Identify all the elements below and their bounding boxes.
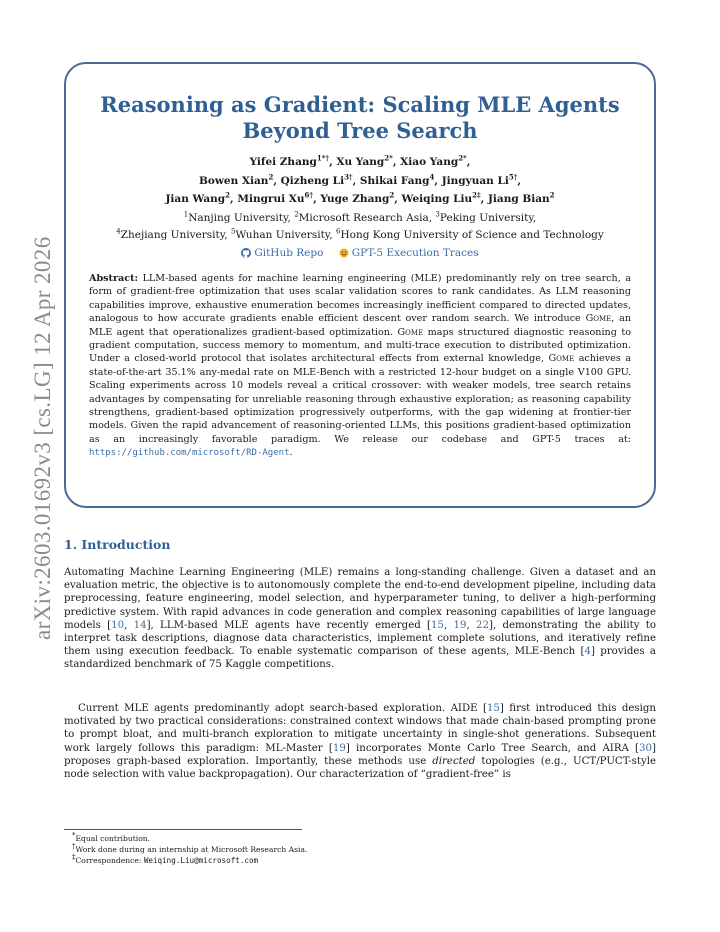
author-name: Yifei Zhang [249,156,317,168]
affiliation: Microsoft Research Asia [298,212,429,224]
emoji-icon [339,248,349,258]
emphasis-text: directed [432,755,476,767]
github-link-label: GitHub Repo [254,247,324,259]
footnote-3 [72,853,259,866]
author-mark: 2 [549,190,555,200]
author-name: Qizheng Li [280,175,345,187]
body-text: ] provides a standardized benchmark of 75 Kaggle competitions. [64,646,656,671]
author-mark: 2* [458,153,467,163]
citation-link[interactable]: 14 [133,619,147,631]
footnote-mark: † [72,842,76,851]
affiliations-line-1: $^1$Nanjing University, $^2$Microsoft Research Asia, $^3$Peking University, [183,210,537,224]
traces-link-label: GPT-5 Execution Traces [351,247,479,259]
body-text: ], LLM-based MLE agents have recently emerged [ [146,619,431,631]
affiliation: Wuhan University [235,229,330,241]
affiliation: Nanjing University [188,212,288,224]
author-name: Bowen Xian [198,175,269,187]
body-text: Automating Machine Learning Engineering (MLE) remains a long-standing challenge. Given a dataset and an evaluation metric, the objective is to autonomously complete the end-to-end development pipeline, including data preprocessing, feature engineering, model selection, and hyperparameter tuning, to deliver a high-performing predictive system. With rapid advances in code generation and complex reasoning capabilities of large language models [ [64,567,656,631]
author-mark: 1*† [316,153,330,163]
footnote-text: Correspondence: [75,856,144,865]
citation-link[interactable]: 15 [486,703,500,714]
author-mark: 5† [508,172,518,182]
author-mark: 2 [268,172,274,182]
affiliation: Hong Kong University of Science and Technology [340,229,604,241]
citation-link[interactable]: 15 [431,619,444,631]
abstract [89,272,631,461]
author-mark: 2‡ [472,190,481,200]
authors-line-1: Yifei Zhang$^{1*\dagger}$, Xu Yang$^{2*}$, Xiao Yang$^{2*}$, [249,153,471,168]
author-name: Weiqing Liu [401,193,473,205]
affiliation: Zhejiang University [120,229,225,241]
author-name: Xiao Yang [400,156,459,168]
authors-line-2: Bowen Xian$^2$, Qizheng $Li^{3\dagger}$, Shikai Fang$^4$, Jingyuan $Li^{5\dagger}$, [198,172,522,187]
affiliation: Peking University [439,212,533,224]
abstract-text: , an MLE agent that operationalizes gradient-based optimization. [89,313,631,338]
abstract-text: . [289,447,293,459]
github-repo-link[interactable] [241,246,323,260]
author-mark: 4 [429,172,435,182]
author-mark: 6† [304,190,314,200]
citation-link[interactable]: 30 [639,742,653,754]
resource-links [64,246,656,262]
abstract-text: LLM-based agents for machine learning engineering (MLE) predominantly rely on tree search, a form of gradient-free optimization that uses scalar validation scores to rank candidates. As LLM reasoning capabilities improve, exhaustive enumeration becomes increasingly inefficient compared to directed updates, analogous to how accurate gradients enable efficient descent over random search. We introduce [89,273,631,325]
method-name: Gome [548,353,575,365]
author-name: Jiang Bian [487,193,550,205]
author-name: Mingrui Xu [237,193,305,205]
footnote-text: Work done during an internship at Microsoft Research Asia. [75,845,308,854]
section-title: Introduction [81,537,171,552]
intro-paragraph-2 [64,702,656,781]
body-text: Current MLE agents predominantly adopt search-based exploration. AIDE [ [78,703,487,714]
author-name: Yuge Zhang [320,193,390,205]
method-name: Gome [585,313,612,325]
paper-title-line-1: Reasoning as Gradient: Scaling MLE Agents [100,92,620,117]
citation-link[interactable]: 22 [476,619,489,631]
footnote-text: Equal contribution. [75,834,151,843]
affil-mark: 4 [116,227,121,236]
repo-url-link[interactable]: https://github.com/microsoft/RD-Agent [89,448,290,459]
affil-mark: 5 [230,227,236,236]
paper-title-line-2: Beyond Tree Search [242,118,478,143]
author-name: Xu Yang [336,156,385,168]
email-link[interactable]: Weiqing.Liu@microsoft.com [143,856,259,865]
section-number: 1. [64,537,78,552]
abstract-text: maps structured diagnostic reasoning to gradient computation, success memory to momentum, and multi-trace execution to distributed optimization. Under a closed-world protocol that isolates architectural effects from external knowledge, [89,326,631,365]
author-name: Jian Wang [165,193,226,205]
citation-link[interactable]: 19 [453,619,467,631]
author-mark: 2 [389,190,395,200]
footnote-mark: * [72,831,76,840]
intro-paragraph-1: Automating Machine Learning Engineering (MLE) remains a long-standing challenge. Given a dataset and an evaluation metric, the objective is to autonomously complete the end-to-end development pipeline, including data preprocessing, feature engineering, model selection, and hyperparameter tuning, to deliver a high-performing predictive system. With rapid advances in code generation and complex reasoning capabilities of large language models [10, 14], LLM-based MLE agents have recently emerged [15, 19, 22], demonstrating the ability to interpret task descriptions, diagnose data characteristics, implement complete solutions, and iteratively refine them using execution feedback. To enable systematic comparison of these agents, MLE-Bench [4] provides a standardized benchmark of 75 Kaggle competitions. [64,567,657,671]
github-icon [241,248,251,258]
method-name: Gome [397,326,424,338]
footnote-mark: ‡ [72,853,76,862]
affiliations-line-2: $^4$Zhejiang University, $^5$Wuhan University, $^6$Hong Kong University of Science and Technology [116,227,604,241]
author-mark: 2* [384,153,393,163]
footnote-rule [64,829,302,830]
author-mark: 3† [344,172,353,182]
abstract-label: Abstract: [89,273,139,284]
citation-link[interactable]: 4 [584,646,591,658]
body-text: ] incorporates Monte Carlo Tree Search, and AIRA [ [345,742,640,754]
gpt5-traces-link[interactable] [339,246,479,260]
body-text: ] first introduced this design motivated by two practical considerations: constrained context windows that made chain-based prompting prone to prompt bloat, and multi-branch exploration to mitigate uncertainty in single-shot generations. Subsequent work largely follows this paradigm: ML-Master [ [64,703,656,754]
author-name: Shikai Fang [359,175,430,187]
affil-mark: 1 [183,210,189,219]
affil-mark: 3 [435,210,440,219]
affil-mark: 2 [294,210,299,219]
affil-mark: 6 [336,227,341,236]
citation-link[interactable]: 19 [332,742,346,754]
body-text: ] proposes graph-based exploration. Importantly, these methods use [64,742,656,767]
section-heading [64,537,170,552]
author-mark: 2 [225,190,231,200]
authors-line-3: Jian Wang$^2$, Mingrui $Xu^{6\dagger}$, Yuge Zhang$^2$, Weiqing Liu$^{2\ddagger}$, Jiang Bian$^2$ [165,190,555,205]
body-text: topologies (e.g., UCT/PUCT-style node selection with value backpropagation). Our characterization of “gradient-free” is [64,755,656,781]
citation-link[interactable]: 10 [111,619,125,631]
abstract-text: achieves a state-of-the-art 35.1% any-medal rate on MLE-Bench with a restricted 12-hour budget on a single V100 GPU. Scaling experiments across 10 models reveal a critical crossover: with weaker models, tree search retains advantages by compensating for unreliable reasoning through exhaustive exploration; as reasoning capability strengthens, gradient-based optimization progressively outperforms, with the gap widening at frontier-tier models. Given the rapid advancement of reasoning-oriented LLMs, this positions gradient-based optimization as an increasingly favorable paradigm. We release our codebase and GPT-5 traces at: [89,353,631,445]
body-text: ], demonstrating the ability to interpret task descriptions, diagnose data characteristics, implement complete solutions, and iteratively refine them using execution feedback. To enable systematic comparison of these agents, MLE-Bench [ [64,619,657,658]
arxiv-identifier: arXiv:2603.01692v3 [cs.LG] 12 Apr 2026 [30,236,55,640]
footnote-1 [72,831,151,844]
author-name: Jingyuan Li [441,175,509,187]
footnote-2 [72,842,308,855]
